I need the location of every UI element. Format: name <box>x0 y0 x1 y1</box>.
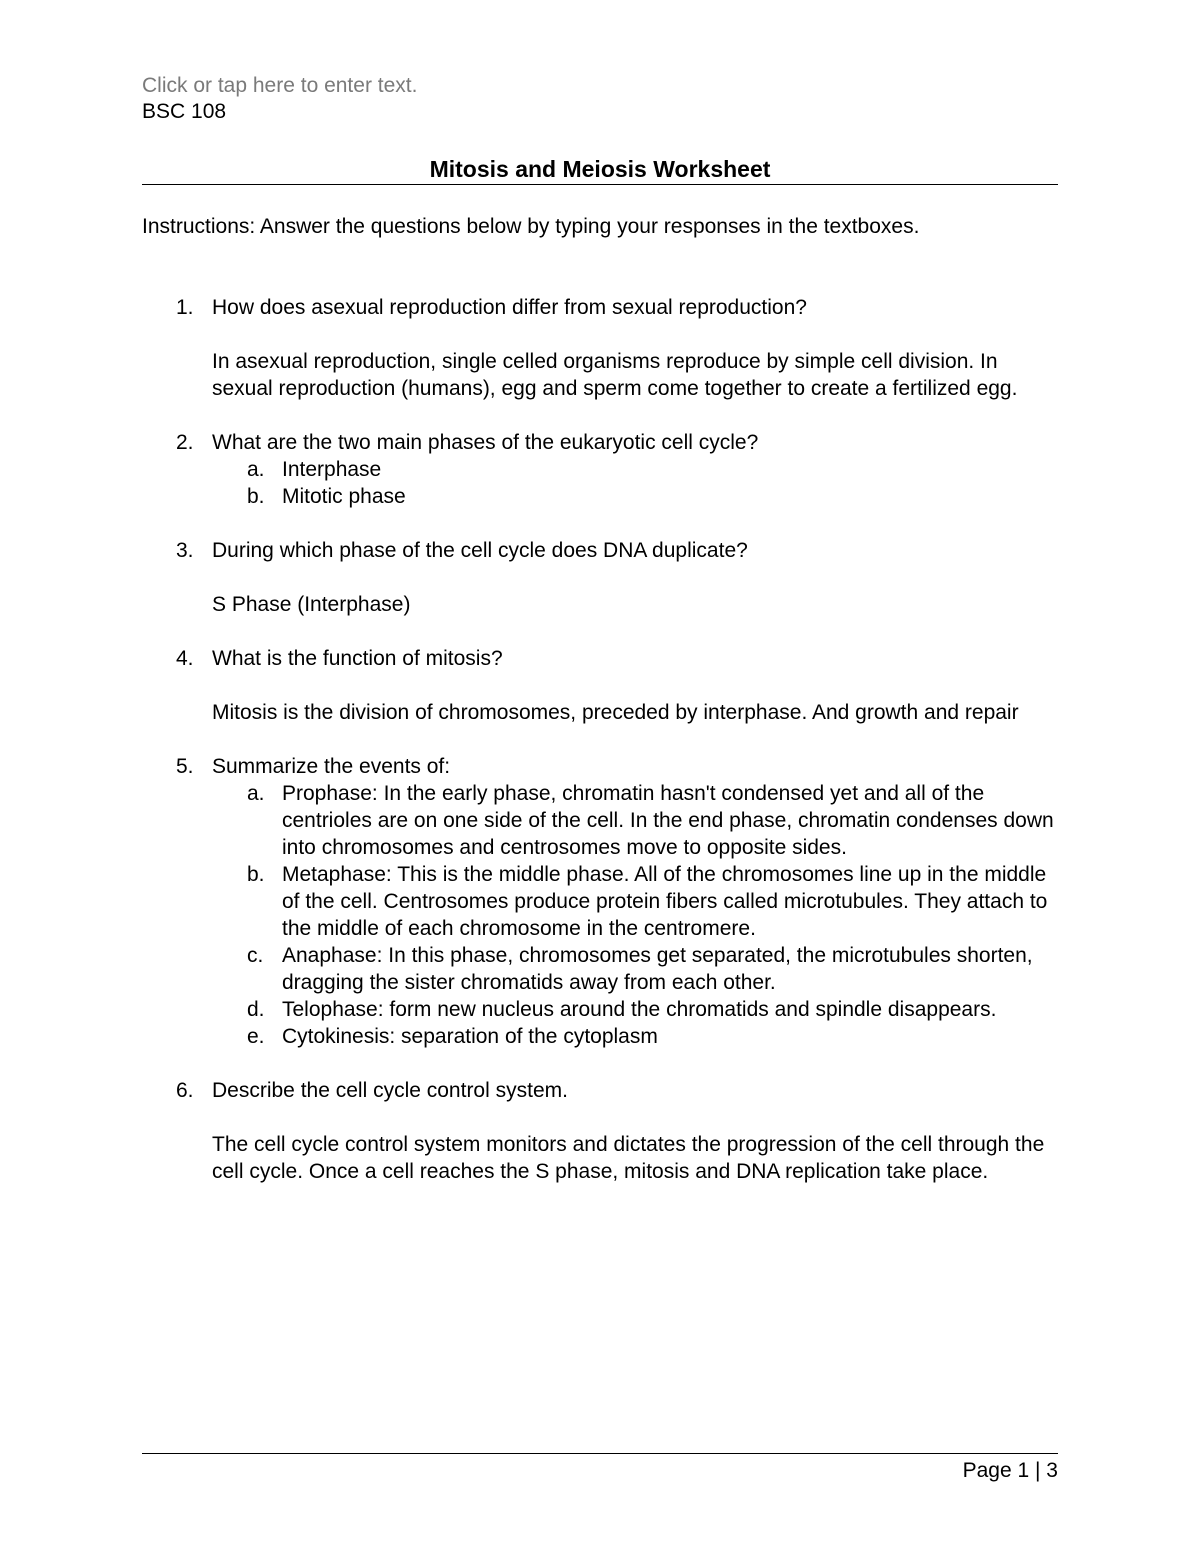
question-number: 6. <box>176 1079 194 1102</box>
question-number: 1. <box>176 296 194 319</box>
list-item-text: Metaphase: This is the middle phase. All of the chromosomes line up in the middle of the cell. Centrosomes produce protein fibers called microtubules. They attach to the middle of each chromosome in the centromere. <box>282 863 1048 940</box>
answer-textbox[interactable]: S Phase (Interphase) <box>212 593 411 616</box>
course-code: BSC 108 <box>142 100 227 123</box>
question-6 <box>142 1077 1058 1185</box>
question-number: 2. <box>176 431 194 454</box>
question-number: 4. <box>176 647 194 670</box>
question-2 <box>142 429 1058 510</box>
list-item-text: Cytokinesis: separation of the cytoplasm <box>282 1025 658 1048</box>
question-text: How does asexual reproduction differ from sexual reproduction? <box>212 296 807 319</box>
question-number: 5. <box>176 755 194 778</box>
answer-textbox[interactable]: The cell cycle control system monitors and dictates the progression of the cell through the cell cycle. Once a cell reaches the S phase, mitosis and DNA replication take place. <box>212 1133 1045 1183</box>
answer-list[interactable] <box>212 456 1058 510</box>
list-item <box>212 780 1058 861</box>
question-number: 3. <box>176 539 194 562</box>
question-text: What is the function of mitosis? <box>212 647 503 670</box>
answer-list[interactable] <box>212 780 1058 1050</box>
answer-textbox[interactable]: In asexual reproduction, single celled organisms reproduce by simple cell division. In sexual reproduction (humans), egg and sperm come together to create a fertilized egg. <box>212 350 1018 400</box>
list-letter: c. <box>247 944 264 967</box>
question-3 <box>142 537 1058 618</box>
question-4 <box>142 645 1058 726</box>
list-item <box>212 861 1058 942</box>
list-item <box>212 942 1058 996</box>
list-item <box>212 996 1058 1023</box>
question-text: During which phase of the cell cycle does DNA duplicate? <box>212 539 748 562</box>
list-letter: b. <box>247 485 265 508</box>
list-item-text: Anaphase: In this phase, chromosomes get separated, the microtubules shorten, dragging the sister chromatids away from each other. <box>282 944 1033 994</box>
question-1 <box>142 294 1058 402</box>
worksheet-title: Mitosis and Meiosis Worksheet <box>429 156 771 182</box>
page-number: Page 1 | 3 <box>962 1459 1058 1482</box>
question-text: Describe the cell cycle control system. <box>212 1079 568 1102</box>
question-5 <box>142 753 1058 1050</box>
instructions: Instructions: Answer the questions below by typing your responses in the textboxes. <box>142 215 920 238</box>
list-item-text: Mitotic phase <box>282 485 406 508</box>
answer-textbox[interactable]: Mitosis is the division of chromosomes, preceded by interphase. And growth and repair <box>212 701 1019 724</box>
list-letter: b. <box>247 863 265 886</box>
list-item <box>212 1023 1058 1050</box>
title-divider <box>142 184 1058 185</box>
list-item-text: Telophase: form new nucleus around the chromatids and spindle disappears. <box>282 998 997 1021</box>
list-letter: d. <box>247 998 265 1021</box>
list-item-text: Prophase: In the early phase, chromatin hasn't condensed yet and all of the centrioles are on one side of the cell. In the end phase, chromatin condenses down into chromosomes and centrosomes move to opposite sides. <box>282 782 1054 859</box>
name-placeholder-field[interactable]: Click or tap here to enter text. <box>142 74 418 97</box>
list-item <box>212 456 1058 483</box>
list-item-text: Interphase <box>282 458 382 481</box>
list-letter: e. <box>247 1025 265 1048</box>
list-letter: a. <box>247 782 265 805</box>
question-text: What are the two main phases of the eukaryotic cell cycle? <box>212 431 759 454</box>
footer-divider <box>142 1453 1058 1454</box>
question-text: Summarize the events of: <box>212 755 451 778</box>
list-letter: a. <box>247 458 265 481</box>
question-list <box>142 294 1058 1185</box>
list-item <box>212 483 1058 510</box>
